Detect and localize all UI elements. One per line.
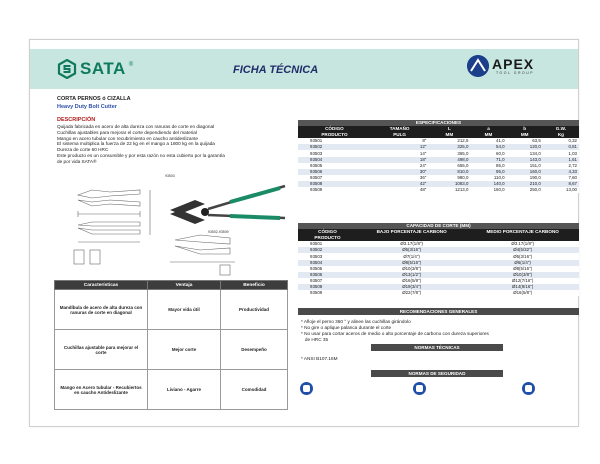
specs-cell: 93508 <box>298 181 371 187</box>
features-header: Ventaja <box>148 281 221 290</box>
capacity-cell: 93509 <box>298 290 357 296</box>
capacity-row <box>298 290 579 296</box>
capacity-header: MEDIO PORCENTAJE CARBONO <box>466 229 579 235</box>
norms-text: * ANSI B107.16M <box>301 356 338 361</box>
specs-cell: 160,0 <box>470 187 506 193</box>
specs-cell: 1083,0 <box>428 181 470 187</box>
specs-cell: 95,0 <box>470 169 506 175</box>
features-row <box>55 330 288 370</box>
sata-logo <box>57 59 133 79</box>
capacity-header: BAJO PORCENTAJE CARBONO <box>357 229 466 235</box>
capacity-cell: Ø19(3/4") <box>357 284 466 290</box>
specs-cell: 250,0 <box>507 187 543 193</box>
specs-cell: 71,0 <box>470 157 506 163</box>
capacity-cell: 93504 <box>298 260 357 266</box>
capacity-cell: Ø3.17(1/8") <box>466 241 579 247</box>
recommendation-item: * No usar para cortar aceros de medio o alto porcentaje de carbono con dureza superiores <box>301 331 489 336</box>
apex-logo-icon <box>467 55 489 77</box>
specs-cell: 120,0 <box>507 144 543 150</box>
specs-cell: 325,0 <box>428 144 470 150</box>
illustration-label-b: 93502-93509 <box>208 230 229 234</box>
description-line: Quijada fabricada en acero de alta dureza con ranuras de corte en diagonal <box>57 124 215 129</box>
specs-cell: 810,0 <box>428 169 470 175</box>
capacity-cell: 93508 <box>298 284 357 290</box>
feature-cell: Mandíbula de acero de alta dureza con ranuras de corte en diagonal <box>55 290 148 330</box>
specs-header: TAMAÑO <box>371 126 428 132</box>
specs-cell: 143,0 <box>507 157 543 163</box>
specs-cell: 498,0 <box>428 157 470 163</box>
specs-cell: 655,0 <box>428 163 470 169</box>
specs-row <box>298 187 579 193</box>
benefit-cell: Comodidad <box>221 370 288 410</box>
specs-header: Kg <box>543 132 579 138</box>
specs-cell: 1,03 <box>543 150 579 156</box>
capacity-cell: Ø7(1/4") <box>357 253 466 259</box>
specs-cell: 1213,0 <box>428 187 470 193</box>
description-heading: DESCRIPCIÓN <box>57 117 96 123</box>
features-header: Beneficio <box>221 281 288 290</box>
safety-gloves-icon <box>413 382 426 395</box>
specs-cell: 24" <box>371 163 428 169</box>
capacity-table <box>298 223 579 296</box>
specs-cell: 0,81 <box>543 144 579 150</box>
specs-cell: 36" <box>371 175 428 181</box>
specs-header: L <box>428 126 470 132</box>
features-row <box>55 370 288 410</box>
specs-cell: 110,0 <box>470 175 506 181</box>
advantage-cell: Mayor vida útil <box>148 290 221 330</box>
capacity-cell: 93507 <box>298 278 357 284</box>
specs-cell: 41,0 <box>470 138 506 144</box>
capacity-cell: Ø8(5/16") <box>466 266 579 272</box>
specs-cell: 48" <box>371 187 428 193</box>
safety-goggles-icon <box>522 382 535 395</box>
bolt-cutter-drawings <box>70 180 300 280</box>
page-title: FICHA TÉCNICA <box>233 64 319 76</box>
specs-cell: 30" <box>371 169 428 175</box>
specs-cell: 93503 <box>298 150 371 156</box>
product-illustration <box>70 174 300 280</box>
description-line: Mango en acero tubular con recubrimiento en caucho antideslizante <box>57 135 198 141</box>
specs-cell: 93507 <box>298 175 371 181</box>
features-header: Características <box>55 281 148 290</box>
specs-table <box>298 120 579 193</box>
capacity-cell: Ø14(9/16") <box>466 284 579 290</box>
description-line: Cuchillas ajustables para mejorar el corte dependiendo del material <box>57 129 197 135</box>
norms-title: NORMAS TÉCNICAS <box>371 344 503 351</box>
capacity-cell: 93502 <box>298 247 357 253</box>
data-sheet <box>29 39 579 427</box>
safety-title: NORMAS DE SEGURIDAD <box>371 370 503 377</box>
specs-cell: 93506 <box>298 169 371 175</box>
specs-cell: 8,67 <box>543 181 579 187</box>
specs-cell: 42" <box>371 181 428 187</box>
advantage-cell: Mejor corte <box>148 330 221 370</box>
specs-header: MM <box>470 132 506 138</box>
recommendations-list <box>301 319 586 343</box>
specs-cell: 63,5 <box>507 138 543 144</box>
product-name-english: Heavy Duty Bolt Cutter <box>57 104 117 110</box>
description-line: Este producto es un consumible y por esta razón no esta cubierto por la garantía <box>57 152 225 158</box>
specs-cell: 160,0 <box>507 169 543 175</box>
specs-cell: 151,0 <box>507 163 543 169</box>
specs-header: MM <box>428 132 470 138</box>
specs-header: MM <box>507 132 543 138</box>
feature-cell: Cuchillas ajustable para mejorar el corte <box>55 330 148 370</box>
benefit-cell: Productividad <box>221 290 288 330</box>
specs-cell: 13,00 <box>543 187 579 193</box>
sata-logo-icon <box>57 59 77 79</box>
capacity-cell: Ø3.17(1/8") <box>357 241 466 247</box>
specs-cell: 980,0 <box>428 175 470 181</box>
capacity-cell: Ø5(3/16") <box>357 247 466 253</box>
benefit-cell: Desempeño <box>221 330 288 370</box>
sata-wordmark: SATA <box>80 59 126 78</box>
apex-wordmark: APEX <box>492 55 535 72</box>
recommendation-item: * Afloje el perno 360 ° y alinee las cuchillas girándolo <box>301 319 411 324</box>
description-line: El sistema multiplica la fuerza de 22 kg en el mango a 1800 kg en la quijada <box>57 141 215 147</box>
specs-title: ESPECIFICACIONES <box>298 120 579 126</box>
product-name: CORTA PERNOS ó CIZALLA <box>57 96 131 102</box>
recommendation-item: de HRC 35 <box>301 337 329 342</box>
specs-header: G.W. <box>543 126 579 132</box>
specs-cell: 14" <box>371 150 428 156</box>
capacity-cell: 93503 <box>298 253 357 259</box>
features-row <box>55 290 288 330</box>
specs-cell: 93505 <box>298 163 371 169</box>
capacity-header: PRODUCTO <box>298 235 357 241</box>
capacity-cell: 93501 <box>298 241 357 247</box>
capacity-cell: Ø10(3/8") <box>357 266 466 272</box>
feature-cell: Mango en Acero tubular - Recubiertos en caucho Antideslizante <box>55 370 148 410</box>
specs-cell: 93504 <box>298 157 371 163</box>
specs-header: PULG <box>371 132 428 138</box>
description-line: de por vida SATA® <box>57 158 97 164</box>
specs-cell: 134,0 <box>507 150 543 156</box>
apex-logo <box>467 55 534 77</box>
specs-cell: 2,72 <box>543 163 579 169</box>
recommendation-item: * No gire o aplique palanca durante el corte <box>301 325 392 330</box>
specs-cell: 0,32 <box>543 138 579 144</box>
capacity-cell: Ø12(7/16") <box>466 278 579 284</box>
safety-boots-icon <box>300 382 313 395</box>
sata-registered: ® <box>128 62 134 68</box>
specs-cell: 54,0 <box>470 144 506 150</box>
features-header-row <box>55 281 288 290</box>
illustration-label-a: 93503 <box>165 174 175 178</box>
capacity-cell: Ø13(1/2") <box>357 272 466 278</box>
specs-cell: 212,5 <box>428 138 470 144</box>
specs-cell: 210,0 <box>507 181 543 187</box>
capacity-cell: Ø16(5/8") <box>357 278 466 284</box>
apex-subtitle: TOOL GROUP <box>495 70 535 75</box>
capacity-cell: Ø16(5/8") <box>466 290 579 296</box>
capacity-cell: Ø6(1/4") <box>466 260 579 266</box>
specs-cell: 4,33 <box>543 169 579 175</box>
specs-cell: 12" <box>371 144 428 150</box>
capacity-title: CAPACIDAD DE CORTE (MM) <box>298 223 579 229</box>
description-line: Dureza de corte 60 HRC <box>57 147 109 153</box>
capacity-cell: Ø5(3/16") <box>466 253 579 259</box>
specs-cell: 190,0 <box>507 175 543 181</box>
specs-header: b <box>507 126 543 132</box>
specs-cell: 7,60 <box>543 175 579 181</box>
capacity-cell: 93506 <box>298 272 357 278</box>
specs-cell: 140,0 <box>470 181 506 187</box>
capacity-cell: 93505 <box>298 266 357 272</box>
recommendations-title: RECOMENDACIONES GENERALES <box>298 308 579 315</box>
capacity-cell: Ø22(7/8") <box>357 290 466 296</box>
specs-cell: 60,0 <box>470 150 506 156</box>
features-table <box>54 280 288 410</box>
specs-cell: 18" <box>371 157 428 163</box>
capacity-cell: Ø8(5/16") <box>357 260 466 266</box>
advantage-cell: Liviano - Agarre <box>148 370 221 410</box>
capacity-header: CÓDIGO <box>298 229 357 235</box>
specs-header: CÓDIGO <box>298 126 371 132</box>
specs-cell: 365,0 <box>428 150 470 156</box>
capacity-cell: Ø4(5/32") <box>466 247 579 253</box>
specs-cell: 1,61 <box>543 157 579 163</box>
capacity-cell: Ø10(3/8") <box>466 272 579 278</box>
header-band <box>30 49 578 89</box>
specs-cell: 8" <box>371 138 428 144</box>
specs-cell: 93502 <box>298 144 371 150</box>
specs-cell: 85,0 <box>470 163 506 169</box>
specs-header: PRODUCTO <box>298 132 371 138</box>
specs-cell: 93501 <box>298 138 371 144</box>
description-text <box>57 124 287 165</box>
specs-header: a <box>470 126 506 132</box>
specs-cell: 93509 <box>298 187 371 193</box>
